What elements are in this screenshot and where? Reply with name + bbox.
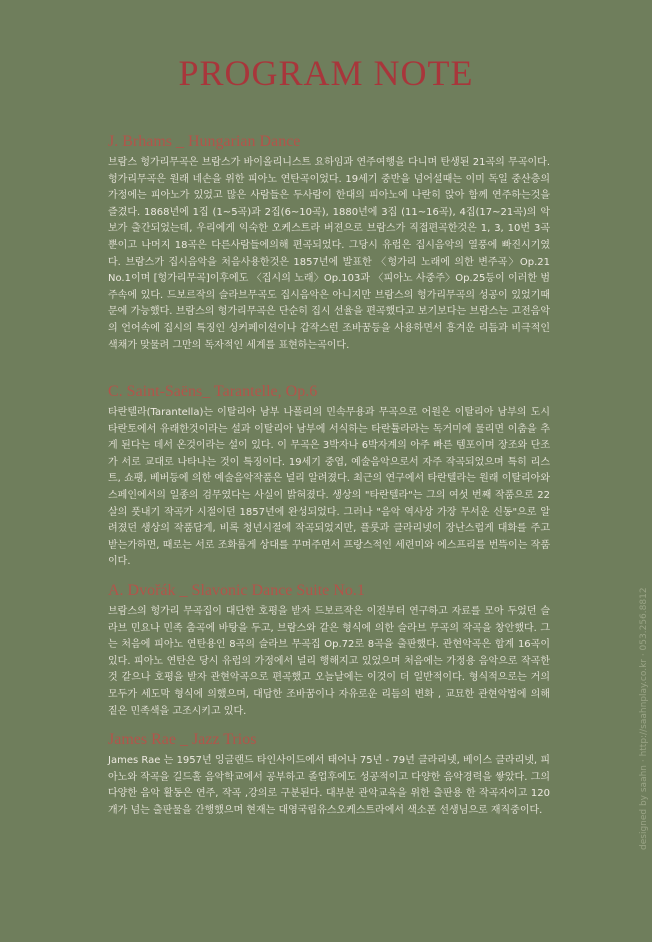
section-heading: James Rae _ Jazz Trios	[108, 731, 257, 748]
section-body: 타란텔라(Tarantella)는 이탈리아 남부 나폴리의 민속무용과 무곡으로 어원은 이탈리아 남부의 도시 타란토에서 유래한것이라는 설과 이탈리아 남부에 서식하는 타란튤라라는 독거미에 물리면 이춤을 추게 된다는 데서 온것이라는 설이 있다. 이 무곡은 3박자나 6박자계의 아주 빠른 템포이며 장조와 단조가 서로 교대로 나타나는 것이 특징이다. 19세기 중엽, 예술음악으로서 자주 작곡되었으며 특히 리스트, 쇼팽, 베버등에 의한 예술음악작품은 널리 알려졌다. 최근의 연구에서 타란텔라는 원래 이탈리아와 스페인에서의 일종의 검무였다는 사실이 밝혀졌다. 생상의 "타란텔라"는 그의 여섯 번째 작품으로 22살의 풋내기 작곡가 시절이던 1857년에 완성되었다. 그러나 "음악 역사상 가장 무서운 신동"으로 알려졌던 생상의 작품답게, 비록 청년시절에 작곡되었지만, 플룻과 클라리넷이 장난스럽게 대화를 주고 받는가하면, 때로는 서로 조화롭게 상대를 꾸며주면서 프랑스적인 세련미와 에스프리를 번뜩이는 작품이다.	[108, 407, 550, 568]
section-dvorak	[108, 582, 550, 720]
designer-credit	[629, 587, 649, 850]
designer-credit-text: designed by saahn · http://saahnplay.co.kr · 053.256.8812	[639, 587, 649, 850]
section-brahms	[108, 133, 550, 354]
section-james-rae	[108, 731, 550, 819]
section-body: 브람스의 헝가리 무곡집이 대단한 호평을 받자 드보르작은 이전부터 연구하고 자료를 모아 두었던 슬라브 민요나 민족 춤곡에 바탕을 두고, 브람스와 같은 형식에 의한 슬라브 무곡의 작곡을 창안했다. 그는 처음에 피아노 연탄용인 8곡의 슬라브 무곡집 Op.72로 8곡을 출판했다. 관현악곡은 합계 16곡이 있다. 피아노 연탄은 당시 유럽의 가정에서 널리 행해지고 있었으며 처음에는 가정용 음악으로 작곡한 것 같으나 호평을 받자 관현악곡으로 편곡했고 오늘날에는 이것이 더 일반적이다. 형식적으로는 거의 모두가 세도막 형식에 의했으며, 대담한 조바꿈이나 자유로운 리듬의 변화 , 교묘한 관현악법에 의해 짙은 민족색을 고조시키고 있다.	[108, 606, 550, 717]
section-saint-saens	[108, 383, 550, 571]
section-heading: C. Saint-Saëns_ Tarantelle, Op.6	[108, 383, 318, 400]
page-title: PROGRAM NOTE	[178, 53, 474, 93]
section-heading: J. Brhams _ Hungarian Dance	[108, 133, 301, 150]
section-body: James Rae 는 1957년 잉글랜드 타인사이드에서 태어나 75년 - 79년 클라리넷, 베이스 클라리넷, 피아노와 작곡을 길드홀 음악학교에서 공부하고 졸업후에도 성공적이고 다양한 음악경력을 쌓았다. 그의 다양한 음악 활동은 연주, 작곡 ,강의로 구분된다. 대부분 관악교육을 위한 출판용 한 작곡자이고 120 개가 넘는 출판물을 간행했으며 현재는 대영국립유스오케스트라에서 색소폰 선생님으로 재직중이다.	[108, 755, 550, 816]
section-heading: A. Dvořák _ Slavonic Dance Suite No.1	[108, 582, 365, 599]
section-body: 브람스 헝가리무곡은 브람스가 바이올리니스트 요하임과 연주여행을 다니며 탄생된 21곡의 무곡이다. 헝가리무곡은 원래 네손을 위한 피아노 연탄곡이었다. 19세기 중반을 넘어설때는 이미 독일 중산층의 가정에는 피아노가 있었고 많은 사람들은 두사람이 한대의 피아노에 나란히 앉아 함께 연주하는것을 즐겼다. 1868년에 1집 (1~5곡)과 2집(6~10곡), 1880년에 3집 (11~16곡), 4집(17~21곡)의 악보가 출간되었는데, 우리에게 익숙한 오케스트라 버젼으로 브람스가 직접편곡한것은 1, 3, 10번 3곡뿐이고 나머지 18곡은 다른사람들에의해 편곡되었다. 그당시 유럽은 집시음악의 열풍에 빠진시기였다. 브람스가 집시음악을 처음사용한것은 1857년에 발표한 〈헝가리 노래에 의한 변주곡〉Op.21 No.1이며 [헝가리무곡]이후에도 〈집시의 노래〉Op.103과 〈피아노 사중주〉Op.25등이 이러한 범주속에 있다. 드보르작의 슬라브무곡도 집시음악은 아니지만 브람스의 헝가리무곡의 성공이 있었기때문에 가능했다. 브람스의 헝가리무곡은 단순히 집시 선율을 편곡했다고 보기보다는 브람스는 고전음악의 언어속에 집시의 특징인 싱커페이션이나 갑작스런 조바꿈등을 사용하면서 흥겨운 리듬과 비극적인 색채가 맞물려 그만의 독자적인 세계를 표현하는곡이다.	[108, 157, 550, 351]
